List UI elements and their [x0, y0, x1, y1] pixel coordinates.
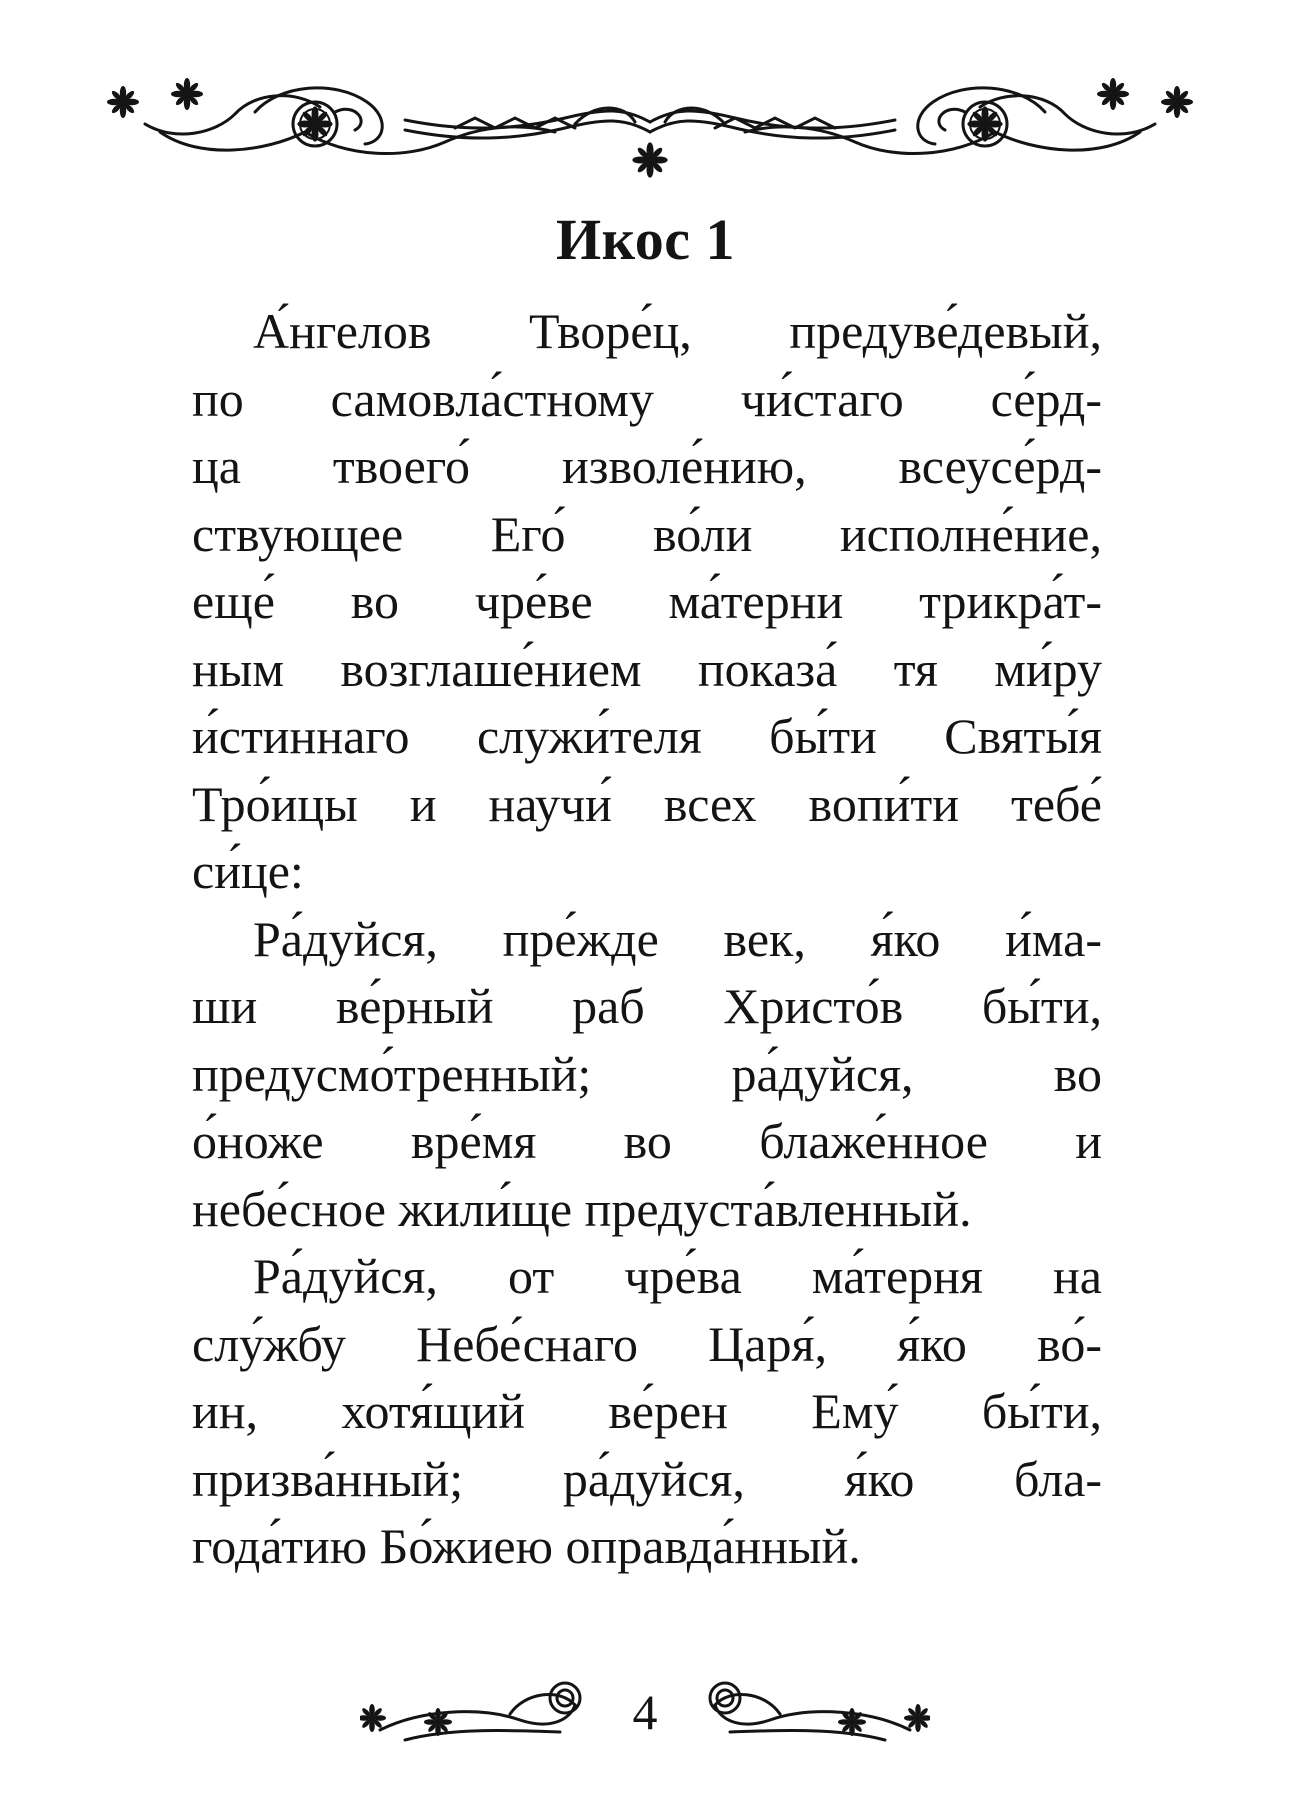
- text-line: ин, хотя́щий ве́рен Ему́ бы́ти,: [192, 1383, 1102, 1439]
- text-line: года́тию Бо́жиею оправда́нный.: [192, 1518, 861, 1574]
- paragraph-rejoice-2: [192, 1243, 1102, 1581]
- text-line: ным возглаше́нием показа́ тя ми́ру: [192, 640, 1102, 697]
- text-line: А́нгелов Творе́ц, предуве́девый,: [253, 303, 1102, 359]
- text-line: предусмо́тренный; ра́дуйся, во: [192, 1045, 1102, 1102]
- page-number: 4: [632, 1684, 658, 1740]
- paragraph-intro: [192, 298, 1102, 906]
- text-line: о́ноже вре́мя во блаже́нное и: [192, 1113, 1102, 1169]
- text-line: Тро́ицы и научи́ всех вопи́ти тебе́: [192, 775, 1102, 832]
- text-line: небе́сное жили́ще предуста́вленный.: [192, 1180, 972, 1237]
- text-line: призва́нный; ра́дуйся, я́ко бла-: [192, 1450, 1102, 1507]
- text-line: Ра́дуйся, от чре́ва ма́терня на: [253, 1248, 1102, 1304]
- text-line: ствующее Его́ во́ли исполне́ние,: [192, 505, 1102, 562]
- text-line: и́стиннаго служи́теля бы́ти Святы́я: [192, 708, 1102, 764]
- text-line: Ра́дуйся, пре́жде век, я́ко и́ма-: [253, 910, 1102, 967]
- text-line: ши ве́рный раб Христо́в бы́ти,: [192, 978, 1102, 1034]
- text-line: си́це:: [192, 843, 304, 899]
- paragraph-rejoice-1: [192, 906, 1102, 1244]
- text-line: по самовла́стному чи́стаго се́рд-: [192, 370, 1102, 427]
- page-title: Икос 1: [555, 207, 735, 272]
- hymn-body: [192, 298, 1102, 1581]
- top-floral-ornament-icon: [105, 72, 1195, 190]
- text-line: ца твоего́ изволе́нию, всеусе́рд-: [192, 438, 1102, 494]
- text-line: слу́жбу Небе́снаго Царя́, я́ко во́-: [192, 1315, 1102, 1372]
- text-line: еще́ во чре́ве ма́терни трикра́т-: [192, 573, 1102, 629]
